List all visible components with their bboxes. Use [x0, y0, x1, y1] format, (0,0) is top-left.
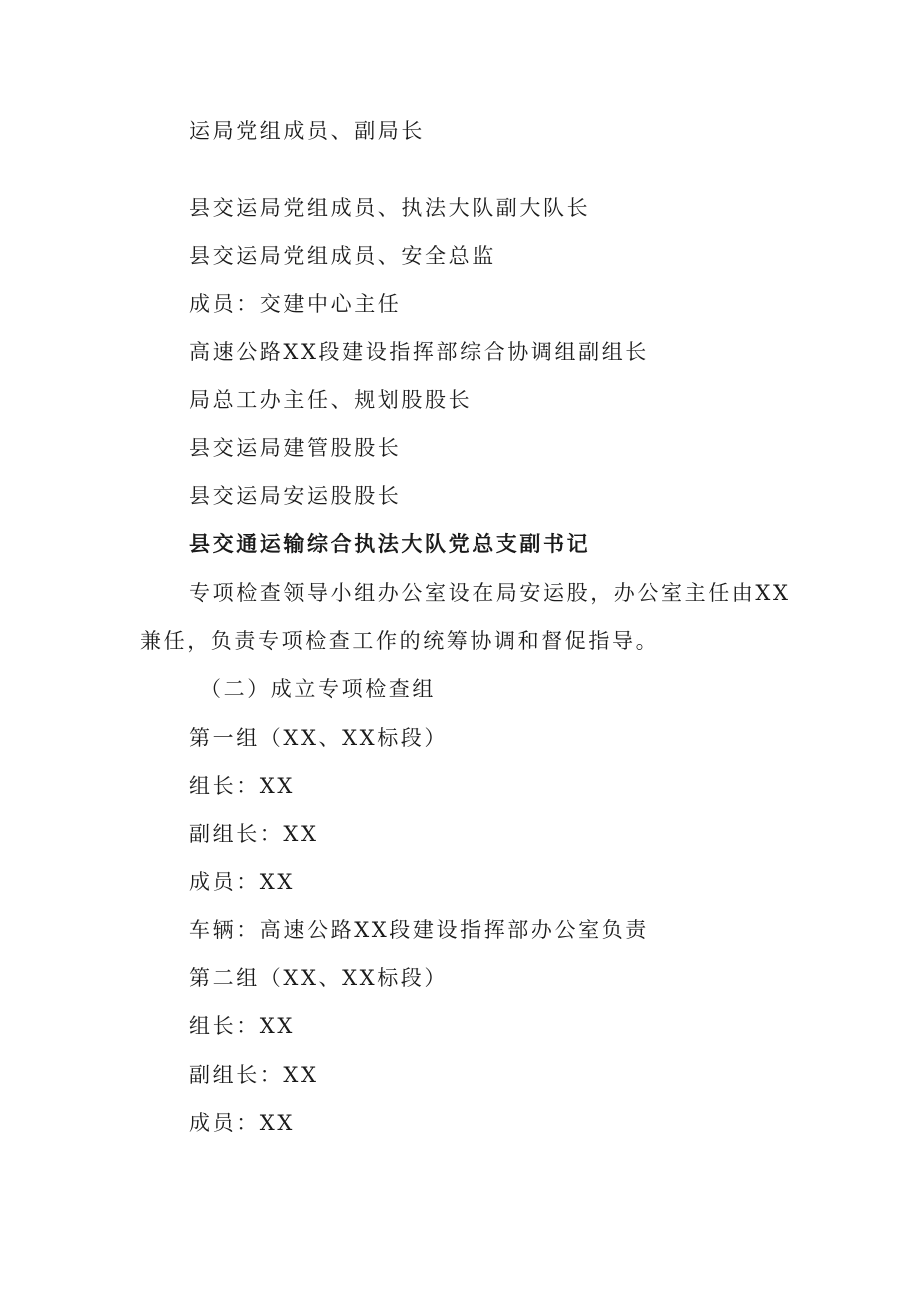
text-line-party-secretary: 县交通运输综合执法大队党总支副书记 — [189, 531, 591, 556]
group-2-deputy-leader: 副组长：XX — [189, 1063, 319, 1087]
text-line-safety-section: 县交运局安运股股长 — [189, 484, 402, 508]
text-line-highway-coordination: 高速公路XX段建设指挥部综合协调组副组长 — [189, 340, 649, 364]
paragraph-office-line-1: 专项检查领导小组办公室设在局安运股，办公室主任由XX — [189, 581, 791, 605]
group-1-leader: 组长：XX — [189, 774, 295, 798]
text-line-enforcement-deputy: 县交运局党组成员、执法大队副大队长 — [189, 196, 591, 220]
group-1-title: 第一组（XX、XX标段） — [189, 726, 448, 750]
group-1-deputy-leader: 副组长：XX — [189, 822, 319, 846]
text-line-members-center: 成员：交建中心主任 — [189, 292, 402, 316]
group-2-leader: 组长：XX — [189, 1014, 295, 1038]
group-1-members: 成员：XX — [189, 870, 295, 894]
paragraph-office-line-2: 兼任，负责专项检查工作的统筹协调和督促指导。 — [140, 629, 660, 653]
group-2-title: 第二组（XX、XX标段） — [189, 966, 448, 990]
text-line-construction-section: 县交运局建管股股长 — [189, 436, 402, 460]
text-line-chief-engineer: 局总工办主任、规划股股长 — [189, 388, 473, 412]
text-line-deputy-director: 运局党组成员、副局长 — [189, 119, 425, 143]
section-heading-inspection-groups: （二）成立专项检查组 — [200, 677, 436, 701]
text-line-safety-director: 县交运局党组成员、安全总监 — [189, 244, 496, 268]
group-2-members: 成员：XX — [189, 1111, 295, 1135]
group-1-vehicle: 车辆：高速公路XX段建设指挥部办公室负责 — [189, 918, 649, 942]
